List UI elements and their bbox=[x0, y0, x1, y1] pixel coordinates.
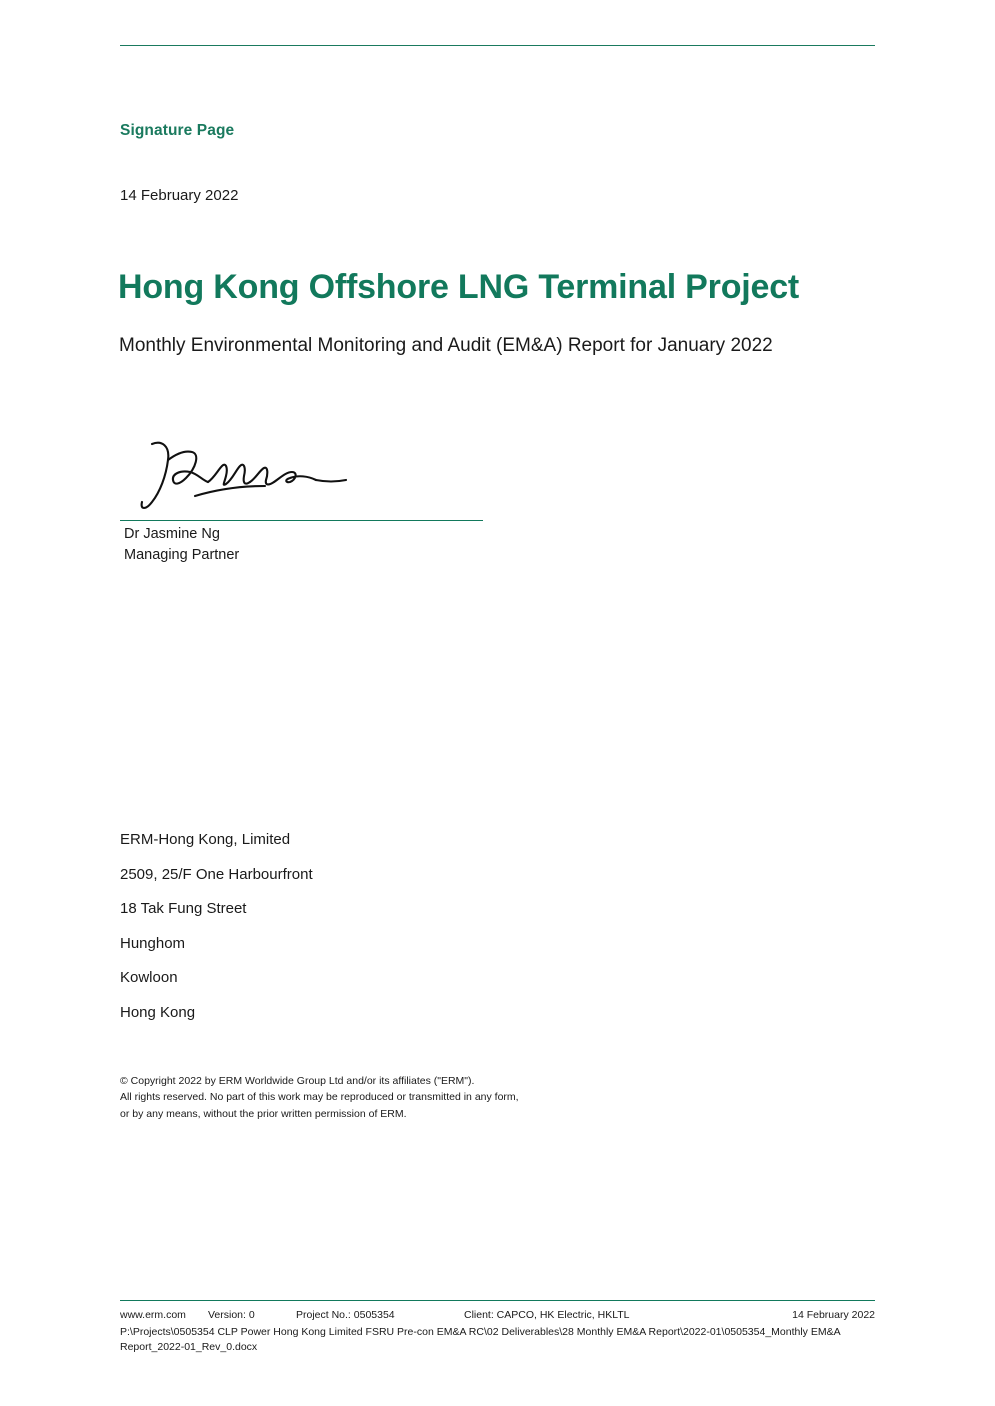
footer-date: 14 February 2022 bbox=[792, 1309, 875, 1321]
footer-divider bbox=[120, 1300, 875, 1301]
signature-block bbox=[120, 430, 520, 520]
address-line: 18 Tak Fung Street bbox=[120, 900, 247, 917]
signature-rule bbox=[120, 520, 483, 521]
address-line: 2509, 25/F One Harbourfront bbox=[120, 865, 313, 883]
footer-file-path: P:\Projects\0505354 CLP Power Hong Kong Limited FSRU Pre-con EM&A RC\02 Deliverables\28 Monthly EM&A Report\2022-01\0505354_Monthly EM&A Report_2022-01_Rev_0.docx bbox=[120, 1326, 841, 1354]
copyright-line: or by any means, without the prior written permission of ERM. bbox=[120, 1107, 407, 1120]
footer-client: Client: CAPCO, HK Electric, HKLTL bbox=[464, 1309, 630, 1321]
footer-version: Version: 0 bbox=[208, 1309, 255, 1321]
document-date: 14 February 2022 bbox=[120, 187, 239, 204]
section-label: Signature Page bbox=[120, 122, 235, 139]
report-subtitle: Monthly Environmental Monitoring and Audit (EM&A) Report for January 2022 bbox=[119, 335, 773, 356]
footer-website[interactable]: www.erm.com bbox=[120, 1309, 186, 1321]
signatory-name: Dr Jasmine Ng bbox=[124, 526, 220, 542]
header-divider bbox=[120, 45, 875, 46]
address-line: ERM-Hong Kong, Limited bbox=[120, 831, 291, 848]
address-line: Hong Kong bbox=[120, 1003, 196, 1021]
address-line: Hunghom bbox=[120, 934, 186, 952]
page-title: Hong Kong Offshore LNG Terminal Project bbox=[118, 268, 800, 306]
address-line: Kowloon bbox=[120, 969, 178, 986]
footer-metadata bbox=[120, 1309, 875, 1321]
handwritten-signature-icon bbox=[120, 430, 490, 520]
copyright-line: © Copyright 2022 by ERM Worldwide Group Ltd and/or its affiliates ("ERM"). bbox=[120, 1075, 475, 1087]
company-address bbox=[120, 831, 620, 1038]
footer-project-number: Project No.: 0505354 bbox=[296, 1309, 395, 1321]
signatory-role: Managing Partner bbox=[124, 547, 240, 563]
copyright-notice bbox=[120, 1073, 760, 1122]
copyright-line: All rights reserved. No part of this work may be reproduced or transmitted in any form, bbox=[120, 1091, 519, 1104]
